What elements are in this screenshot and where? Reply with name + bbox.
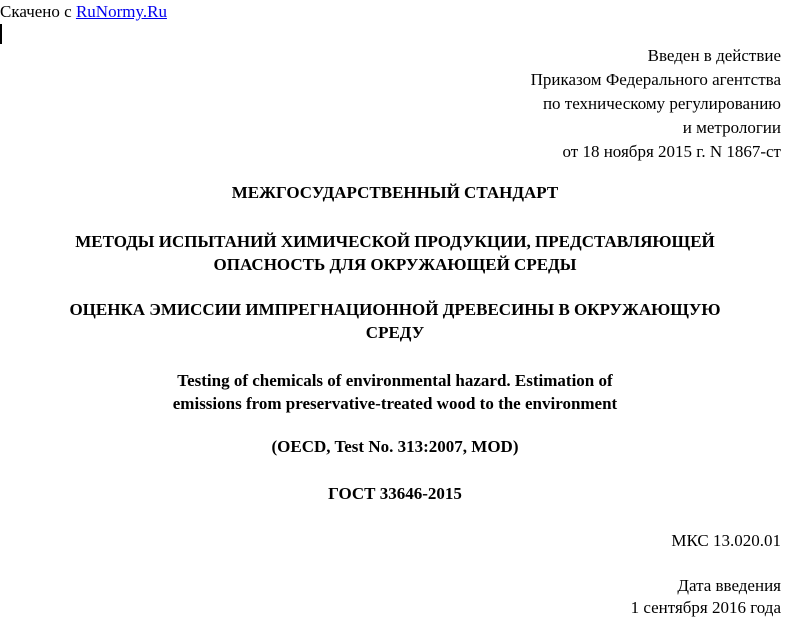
standard-heading: МЕЖГОСУДАРСТВЕННЫЙ СТАНДАРТ — [231, 183, 559, 202]
title-line: Testing of chemicals of environmental hazard. Estimation of — [177, 371, 613, 390]
approval-block — [361, 44, 781, 164]
approval-line: Введен в действие — [647, 46, 781, 65]
approval-line: и метрологии — [682, 118, 781, 137]
title-line: emissions from preservative-treated wood to the environment — [172, 394, 618, 413]
title-line: МЕТОДЫ ИСПЫТАНИЙ ХИМИЧЕСКОЙ ПРОДУКЦИИ, ПРЕДСТАВЛЯЮЩЕЙ — [75, 232, 715, 251]
title-line: ОЦЕНКА ЭМИССИИ ИМПРЕГНАЦИОННОЙ ДРЕВЕСИНЫ В ОКРУЖАЮЩУЮ — [69, 300, 721, 319]
oecd-reference: (OECD, Test No. 313:2007, MOD) — [271, 437, 519, 456]
mks-code: МКС 13.020.01 — [671, 531, 781, 550]
text-cursor — [0, 24, 2, 44]
title-russian-part-2 — [0, 298, 790, 344]
download-source-prefix: Скачено с — [0, 2, 76, 21]
approval-line: Приказом Федерального агентства — [530, 70, 781, 89]
title-english — [0, 369, 790, 415]
introduction-date — [631, 575, 781, 619]
introduction-date-label: Дата введения — [677, 576, 781, 595]
download-source-note — [0, 2, 167, 22]
title-line: ОПАСНОСТЬ ДЛЯ ОКРУЖАЮЩЕЙ СРЕДЫ — [213, 255, 577, 274]
title-line: СРЕДУ — [365, 323, 425, 342]
gost-number: ГОСТ 33646-2015 — [328, 484, 462, 503]
runormy-link[interactable]: RuNormy.Ru — [75, 2, 167, 21]
introduction-date-value: 1 сентября 2016 года — [630, 598, 781, 617]
approval-line: по техническому регулированию — [542, 94, 781, 113]
approval-line: от 18 ноября 2015 г. N 1867-ст — [562, 142, 781, 161]
title-russian-part-1 — [0, 230, 790, 276]
